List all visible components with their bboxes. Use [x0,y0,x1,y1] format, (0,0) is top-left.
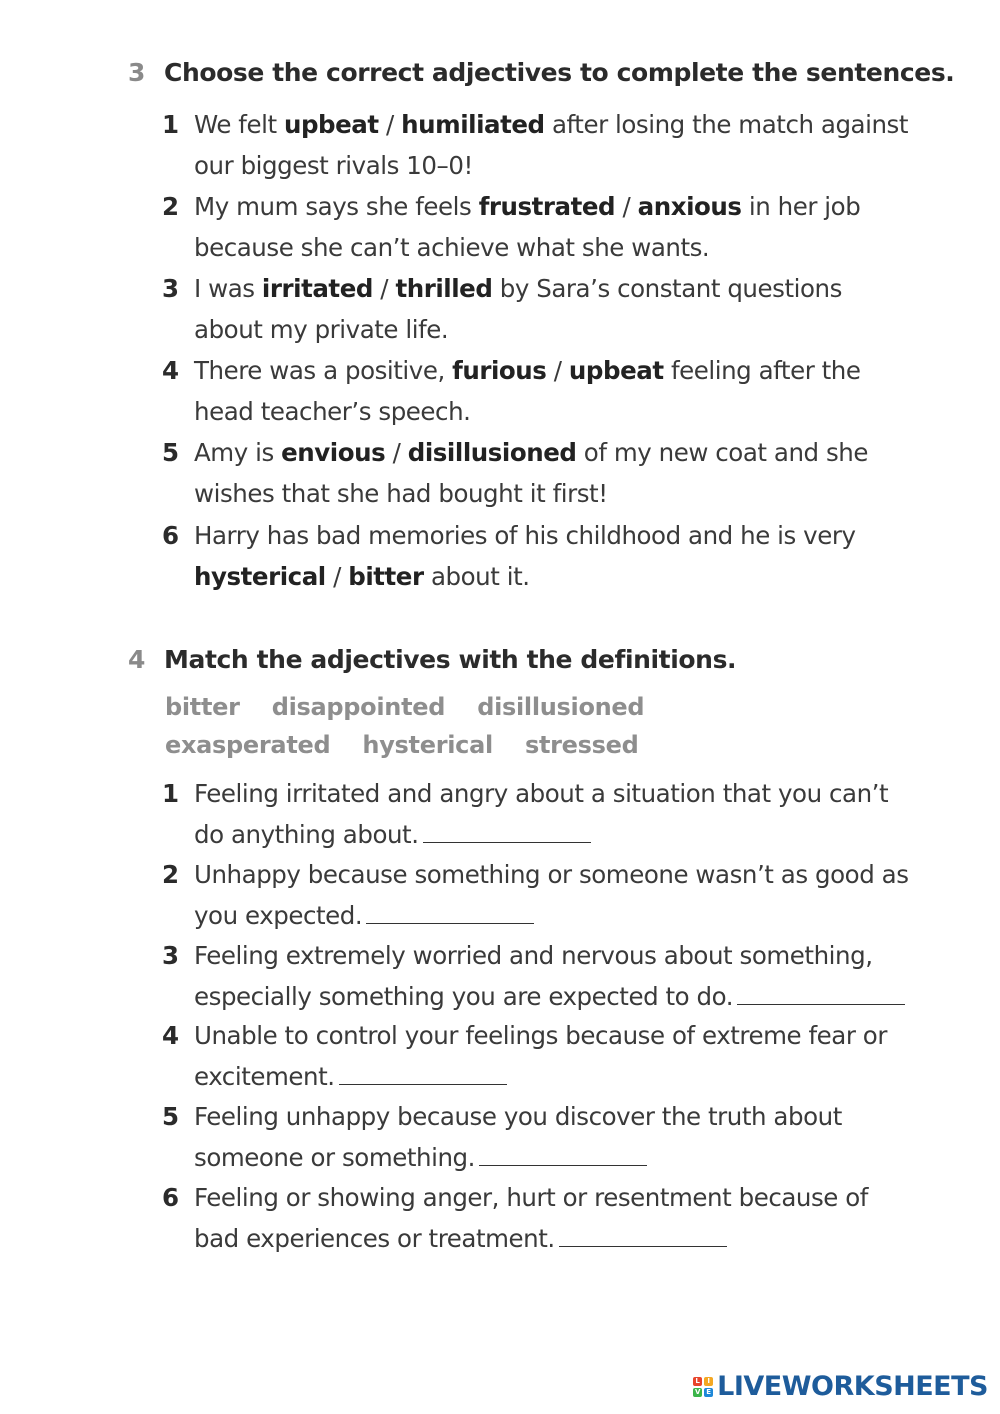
exercise-title: Choose the correct adjectives to complete the sentences. [164,58,955,87]
sentence-text: Amy is [194,438,282,467]
sentence-text: of my new coat and she wishes that she had bought it first! [194,438,869,508]
logo-text: LIVEWORKSHEETS [717,1371,988,1402]
item-number: 5 [162,438,179,467]
choice-option[interactable]: thrilled [395,274,493,303]
choice-option[interactable]: furious [452,356,547,385]
word-bank-item: hysterical [362,731,493,759]
choice-separator: / [546,356,569,385]
word-bank-item: disappointed [271,693,446,721]
definition-text: Unable to control your feelings because of extreme fear or excitement. [194,1021,887,1091]
word-bank [165,688,865,764]
sentence-item [162,104,914,186]
exercise-4-heading [128,645,736,674]
exercise-3-heading [128,58,954,87]
sentence-text: feeling after the head teacher’s speech. [194,356,861,426]
sentence-text: after losing the match against our biggest rivals 10–0! [194,110,909,180]
sentence-item [162,186,914,268]
definition-item [162,1015,914,1097]
logo-square: V [694,1387,701,1396]
item-number: 1 [162,110,179,139]
sentence-text: I was [194,274,262,303]
answer-blank[interactable] [423,818,591,843]
answer-blank[interactable] [559,1222,727,1247]
item-number: 3 [162,274,179,303]
sentence-text: Harry has bad memories of his childhood and he is very [194,521,856,550]
item-number: 6 [162,1183,179,1212]
answer-blank[interactable] [737,980,905,1005]
choice-separator: / [372,274,396,303]
answer-blank[interactable] [366,899,534,924]
definition-item [162,854,914,936]
word-bank-item: exasperated [165,731,331,759]
choice-option[interactable]: upbeat [568,356,664,385]
item-number: 1 [162,779,179,808]
answer-blank[interactable] [479,1141,647,1166]
logo-icon [693,1377,713,1397]
logo-square: E [704,1388,713,1397]
choice-separator: / [385,438,408,467]
choice-option[interactable]: bitter [348,562,424,591]
exercise-number: 3 [128,58,146,87]
definition-text: Feeling or showing anger, hurt or resentment because of bad experiences or treatment. [194,1183,868,1253]
choice-option[interactable]: upbeat [283,110,379,139]
definition-text: Feeling irritated and angry about a situation that you can’t do anything about. [194,779,889,849]
choice-option[interactable]: anxious [637,192,742,221]
item-number: 2 [162,860,179,889]
choice-option[interactable]: humiliated [401,110,545,139]
sentence-text: We felt [194,110,284,139]
item-number: 5 [162,1102,179,1131]
choice-separator: / [615,192,638,221]
definition-item [162,1177,914,1259]
definition-item [162,1096,914,1178]
exercise-title: Match the adjectives with the definitions. [164,645,737,674]
item-number: 4 [162,356,179,385]
definition-text: Unhappy because something or someone wasn’t as good as you expected. [194,860,909,930]
sentence-text: in her job because she can’t achieve what she wants. [194,192,861,262]
sentence-text: My mum says she feels [194,192,479,221]
choice-option[interactable]: hysterical [194,562,326,591]
choice-option[interactable]: envious [281,438,386,467]
word-bank-item: stressed [524,731,639,759]
definition-item [162,773,914,855]
definition-text: Feeling unhappy because you discover the truth about someone or something. [194,1102,842,1172]
item-number: 3 [162,941,179,970]
logo-square: I [704,1377,713,1386]
choice-separator: / [378,110,402,139]
word-bank-item: disillusioned [477,693,645,721]
exercise-number: 4 [128,645,146,674]
sentence-item [162,268,914,350]
choice-option[interactable]: frustrated [478,192,616,221]
word-bank-item: bitter [165,693,240,721]
choice-option[interactable]: irritated [261,274,373,303]
sentence-text: about it. [423,562,530,591]
choice-separator: / [325,562,349,591]
logo-square: L [693,1377,702,1386]
choice-option[interactable]: disillusioned [407,438,577,467]
answer-blank[interactable] [339,1060,507,1085]
definition-item [162,935,914,1017]
liveworksheets-logo [693,1371,988,1402]
sentence-item [162,515,914,597]
item-number: 4 [162,1021,179,1050]
sentence-text: by Sara’s constant questions about my private life. [194,274,842,344]
sentence-text: There was a positive, [194,356,453,385]
item-number: 2 [162,192,179,221]
sentence-item [162,350,914,432]
sentence-item [162,432,914,514]
item-number: 6 [162,521,179,550]
definition-text: Feeling extremely worried and nervous about something, especially something you are expected to do. [194,941,873,1011]
